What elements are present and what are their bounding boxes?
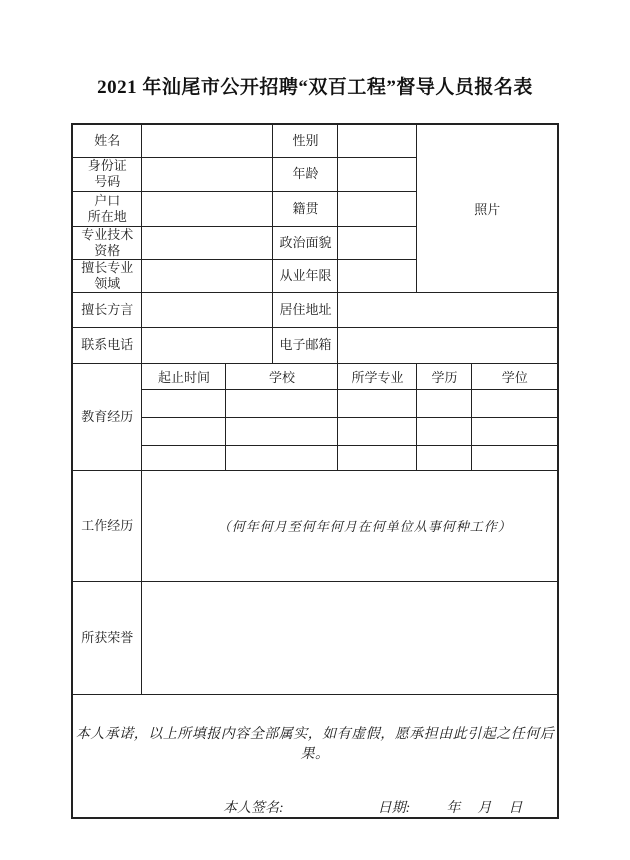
professional-qualification-input-cell	[142, 226, 273, 259]
field-label-text: 擅长专业	[81, 259, 134, 275]
education-input-cell	[226, 389, 338, 417]
field-label-text: 籍贯	[292, 200, 319, 216]
phone-label	[72, 327, 142, 363]
work-experience-hint: （何年何月至何年何月在何单位从事何种工作）	[217, 519, 512, 534]
education-header-degree: 学位	[472, 363, 558, 389]
signature-row	[73, 797, 557, 817]
education-input-cell	[226, 445, 338, 470]
education-input-cell	[338, 417, 417, 445]
declaration-row	[72, 694, 558, 818]
political-status-input-cell	[338, 226, 417, 259]
political-status-label	[273, 226, 338, 259]
education-entry-row	[72, 417, 558, 445]
education-section-label	[72, 363, 142, 470]
field-label-text: 居住地址	[279, 301, 332, 317]
education-entry-row	[72, 445, 558, 470]
signature-label: 本人签名:	[222, 800, 284, 816]
email-label	[273, 327, 338, 363]
basic-info-row	[72, 292, 558, 327]
education-input-cell	[142, 417, 226, 445]
residence-address-input-cell	[338, 292, 558, 327]
field-label-text: 专业技术	[81, 226, 134, 242]
field-label-text: 政治面貌	[279, 234, 332, 250]
date-label: 日期:	[377, 800, 411, 816]
age-input-cell	[338, 157, 417, 191]
application-form-table	[71, 123, 559, 819]
household-location-label	[72, 191, 142, 226]
work-experience-row	[72, 470, 558, 581]
day-label: 日	[508, 800, 523, 816]
field-label-text: 擅长方言	[81, 301, 134, 317]
dialect-input-cell	[142, 292, 273, 327]
honors-row	[72, 581, 558, 694]
household-location-input-cell	[142, 191, 273, 226]
education-input-cell	[417, 389, 472, 417]
field-label-text: 工作经历	[81, 517, 134, 533]
professional-qualification-label	[72, 226, 142, 259]
expert-field-label	[72, 259, 142, 292]
field-label-text: 号码	[94, 174, 121, 189]
field-label-text: 身份证	[87, 158, 127, 173]
field-label-text: 姓名	[94, 132, 121, 148]
id-number-label	[72, 157, 142, 191]
field-label-text: 资格	[94, 242, 121, 258]
education-input-cell	[417, 445, 472, 470]
field-label-text: 教育经历	[81, 408, 134, 424]
declaration-cell	[72, 694, 558, 818]
years-of-experience-label	[273, 259, 338, 292]
declaration-text: 本人承诺，以上所填报内容全部属实，如有虚假，愿承担由此引起之任何后果。	[75, 726, 555, 762]
email-input-cell	[338, 327, 558, 363]
education-input-cell	[472, 445, 558, 470]
native-place-label	[273, 191, 338, 226]
month-label: 月	[477, 800, 492, 816]
field-label-text: 领域	[94, 275, 121, 291]
education-header-school: 学校	[226, 363, 338, 389]
dialect-label	[72, 292, 142, 327]
age-label	[273, 157, 338, 191]
work-experience-label	[72, 470, 142, 581]
field-label-text: 所获荣誉	[81, 629, 134, 645]
basic-info-row	[72, 124, 558, 157]
education-input-cell	[472, 417, 558, 445]
page-title: 2021 年汕尾市公开招聘“双百工程”督导人员报名表	[97, 77, 533, 98]
photo-label: 照片	[474, 201, 501, 217]
work-experience-cell	[142, 470, 558, 581]
phone-input-cell	[142, 327, 273, 363]
field-label-text: 所在地	[87, 208, 127, 224]
education-input-cell	[338, 445, 417, 470]
education-entry-row	[72, 389, 558, 417]
residence-address-label	[273, 292, 338, 327]
field-label-text: 年龄	[292, 166, 319, 181]
field-label-text: 电子邮箱	[279, 337, 332, 352]
years-of-experience-input-cell	[338, 259, 417, 292]
native-place-input-cell	[338, 191, 417, 226]
education-input-cell	[226, 417, 338, 445]
expert-field-input-cell	[142, 259, 273, 292]
basic-info-row	[72, 327, 558, 363]
year-label: 年	[446, 800, 461, 816]
field-label-text: 从业年限	[279, 267, 332, 283]
field-label-text: 联系电话	[81, 337, 134, 352]
name-label	[72, 124, 142, 157]
gender-input-cell	[338, 124, 417, 157]
education-input-cell	[338, 389, 417, 417]
honors-cell	[142, 581, 558, 694]
field-label-text: 户口	[94, 192, 121, 208]
field-label-text: 性别	[292, 132, 319, 148]
education-input-cell	[417, 417, 472, 445]
education-input-cell	[142, 445, 226, 470]
education-header-row	[72, 363, 558, 389]
education-header-period: 起止时间	[142, 363, 226, 389]
education-input-cell	[142, 389, 226, 417]
photo-cell	[417, 124, 558, 292]
education-header-major: 所学专业	[338, 363, 417, 389]
education-input-cell	[472, 389, 558, 417]
honors-label	[72, 581, 142, 694]
gender-label	[273, 124, 338, 157]
name-input-cell	[142, 124, 273, 157]
id-number-input-cell	[142, 157, 273, 191]
education-header-degree-level: 学历	[417, 363, 472, 389]
